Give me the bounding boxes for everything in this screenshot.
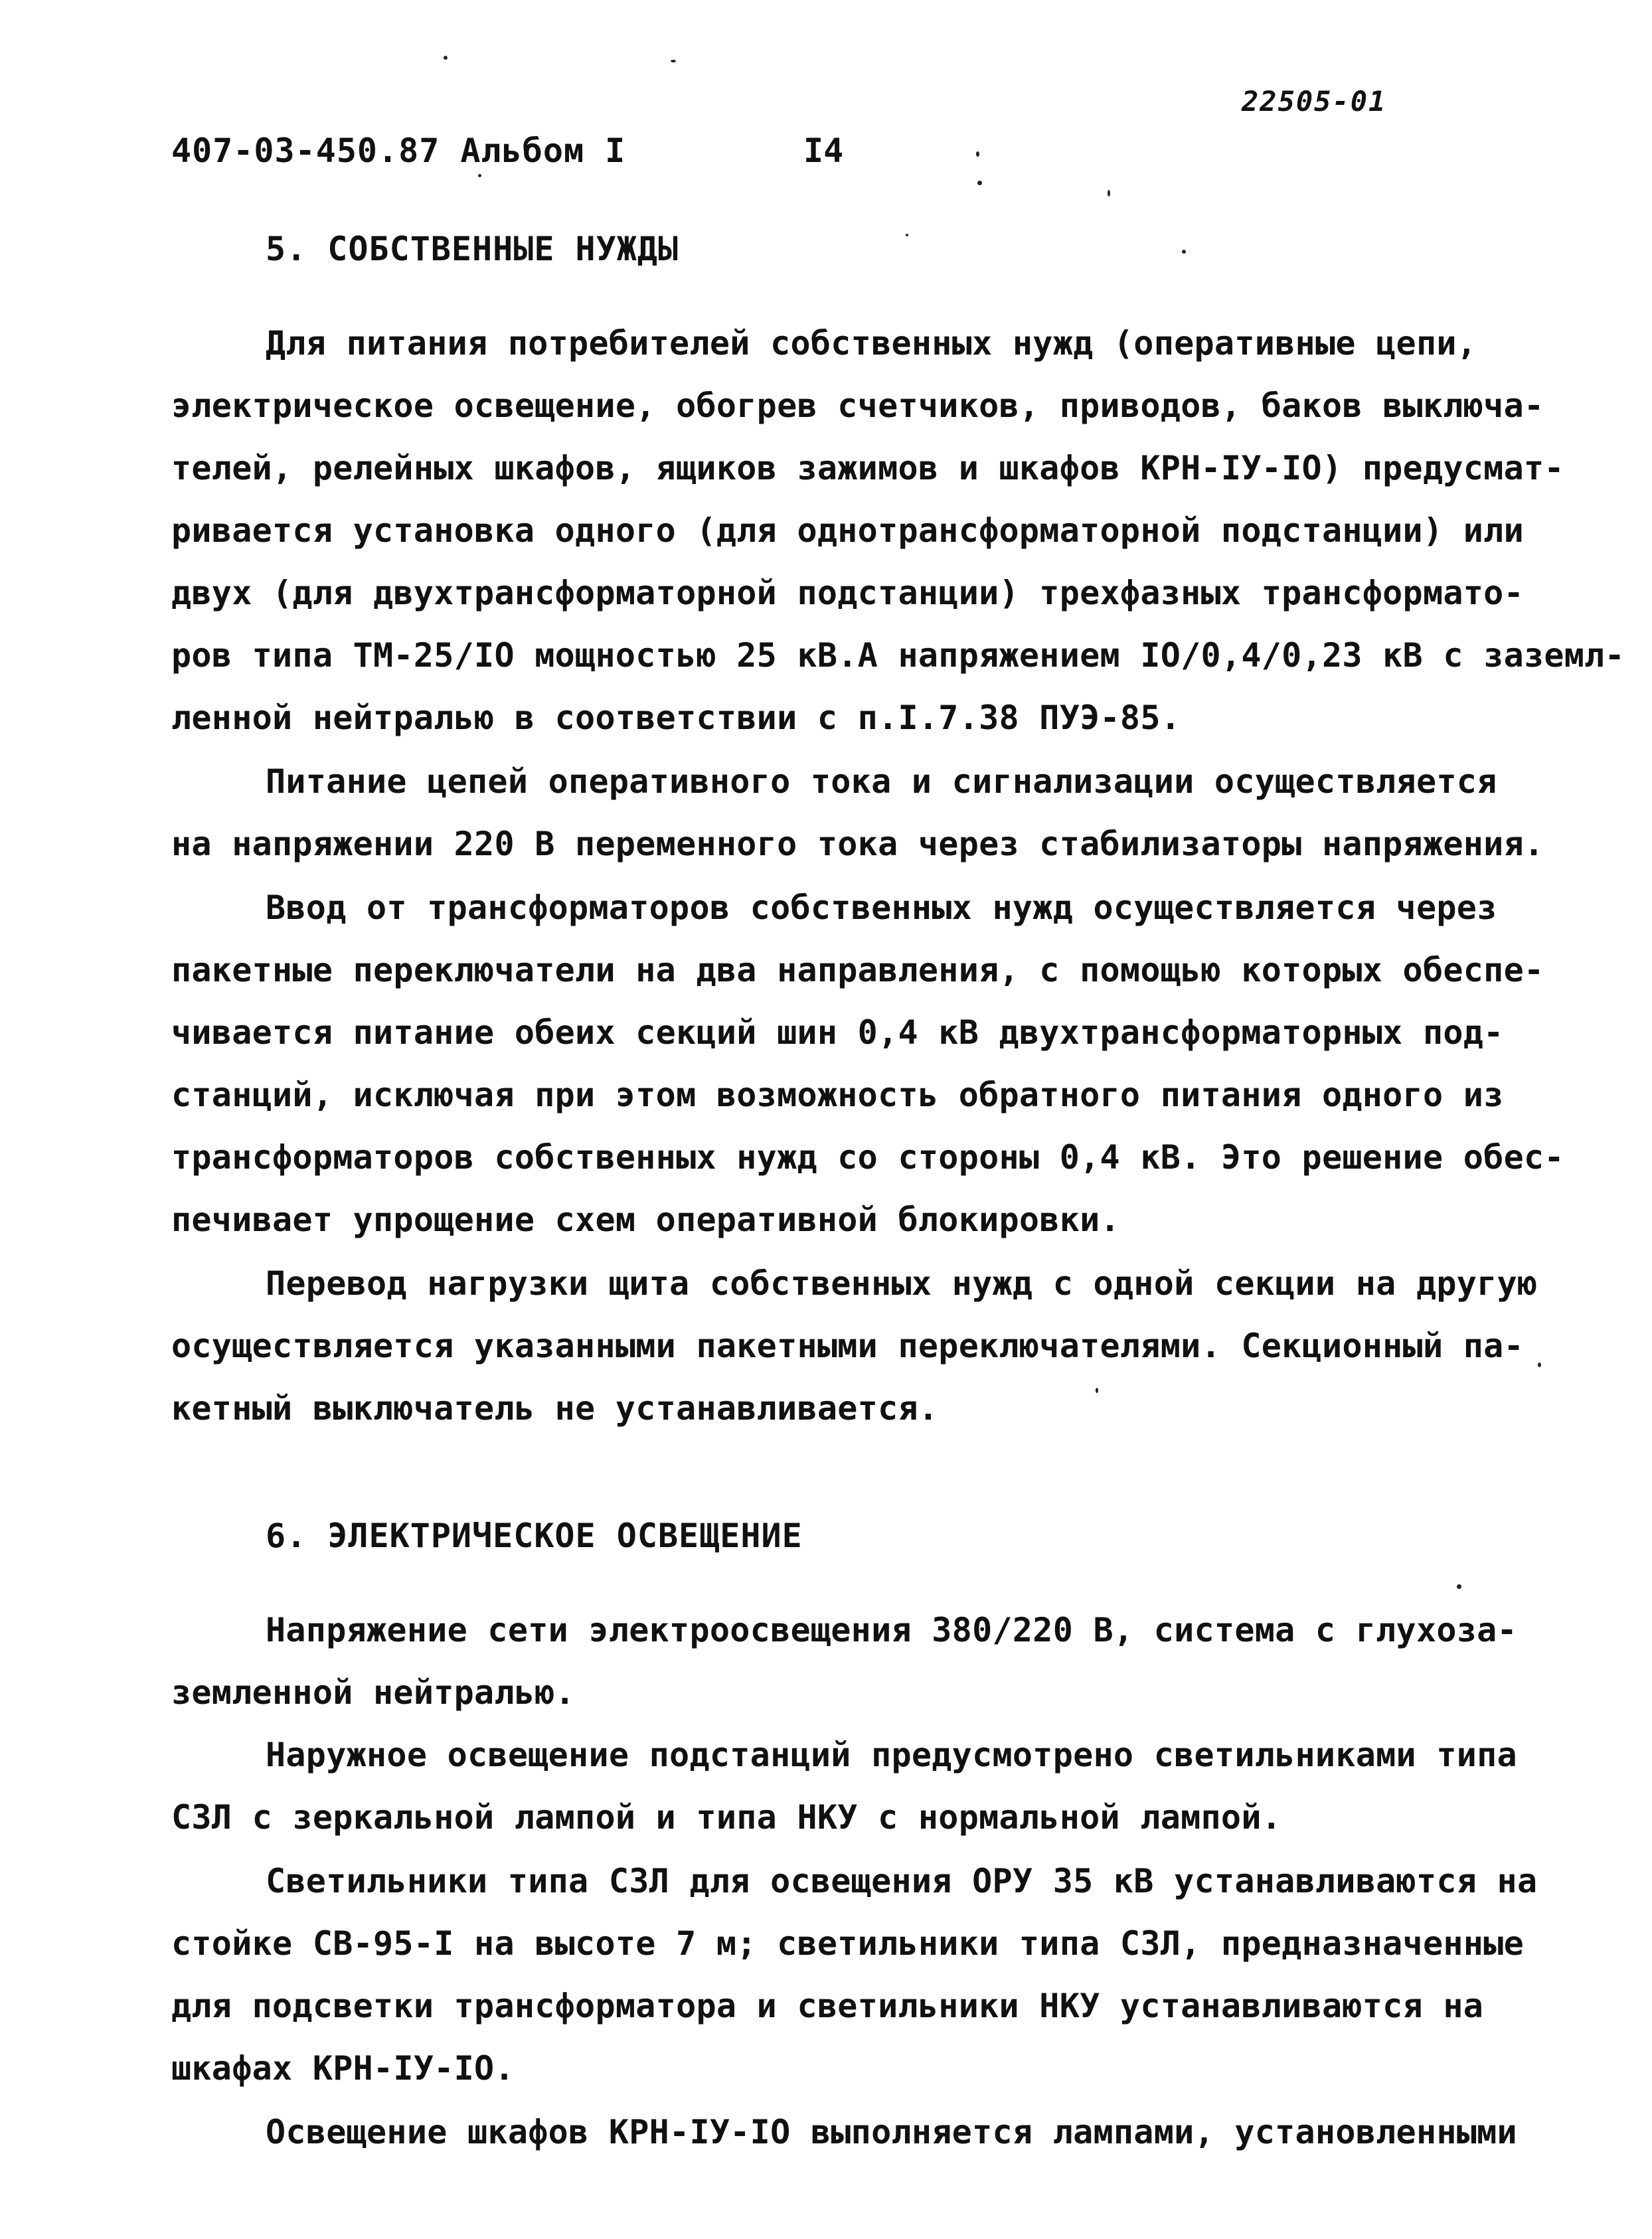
paragraph-line: кетный выключатель не устанавливается. (171, 1389, 939, 1428)
page-number: I4 (803, 131, 844, 170)
paragraph-line: Светильники типа СЗЛ для освещения ОРУ 35 кВ устанавливаются на (266, 1862, 1538, 1900)
paragraph-line: шкафах КРН-IУ-IO. (171, 2049, 515, 2088)
paragraph-line: для подсветки трансформатора и светильники НКУ устанавливаются на (171, 1987, 1484, 2025)
album-designation: 407-03-450.87 Альбом I (171, 131, 626, 170)
paragraph-line: на напряжении 220 В переменного тока через стабилизаторы напряжения. (171, 825, 1544, 863)
paragraph-line: двух (для двухтрансформаторной подстанции) трехфазных трансформато- (171, 574, 1524, 612)
paragraph-line: стойке СВ-95-I на высоте 7 м; светильники типа СЗЛ, предназначенные (171, 1924, 1524, 1963)
paragraph-line: Перевод нагрузки щита собственных нужд с одной секции на другую (266, 1264, 1538, 1303)
scan-speck (478, 174, 481, 177)
paragraph-line: печивает упрощение схем оперативной блокировки. (171, 1201, 1120, 1239)
scan-speck (1182, 250, 1186, 254)
paragraph-line: земленной нейтралью. (171, 1673, 576, 1712)
scan-speck (1108, 190, 1110, 197)
scan-speck (444, 56, 448, 60)
paragraph-line: Напряжение сети электроосвещения 380/220 В, система с глухоза- (266, 1611, 1517, 1649)
scan-speck (1457, 1584, 1461, 1589)
paragraph-line: Питание цепей оперативного тока и сигнализации осуществляется (266, 762, 1497, 801)
document-code: 22505-01 (1242, 85, 1387, 118)
paragraph-line: телей, релейных шкафов, ящиков зажимов и шкафов КРН-IУ-IO) предусмат- (171, 449, 1564, 487)
paragraph-line: станций, исключая при этом возможность обратного питания одного из (171, 1076, 1504, 1114)
scan-speck (906, 234, 908, 236)
paragraph-line: ров типа ТМ-25/IO мощностью 25 кВ.А напряжением IO/0,4/0,23 кВ с заземл- (171, 636, 1625, 675)
scan-speck (1096, 1388, 1098, 1393)
scan-speck (1538, 1363, 1541, 1367)
paragraph-line: ривается установка одного (для однотрансформаторной подстанции) или (171, 511, 1524, 550)
paragraph-line: Для питания потребителей собственных нужд (оперативные цепи, (266, 324, 1477, 363)
paragraph-line: СЗЛ с зеркальной лампой и типа НКУ с нормальной лампой. (171, 1798, 1282, 1837)
scan-speck (977, 181, 982, 185)
paragraph-line: трансформаторов собственных нужд со стороны 0,4 кВ. Это решение обес- (171, 1138, 1564, 1177)
section-5-heading: 5. СОБСТВЕННЫЕ НУЖДЫ (266, 230, 679, 268)
paragraph-line: пакетные переключатели на два направления, с помощью которых обеспе- (171, 951, 1544, 989)
paragraph-line: электрическое освещение, обогрев счетчиков, приводов, баков выключа- (171, 386, 1544, 425)
paragraph-line: ленной нейтралью в соответствии с п.I.7.38 ПУЭ-85. (171, 699, 1181, 737)
section-6-heading: 6. ЭЛЕКТРИЧЕСКОЕ ОСВЕЩЕНИЕ (266, 1517, 803, 1555)
paragraph-line: осуществляется указанными пакетными переключателями. Секционный па- (171, 1327, 1524, 1365)
scan-speck (671, 60, 676, 62)
paragraph-line: Освещение шкафов КРН-IУ-IO выполняется лампами, установленными (266, 2113, 1517, 2151)
paragraph-line: Ввод от трансформаторов собственных нужд осуществляется через (266, 888, 1497, 927)
scan-speck (976, 151, 979, 157)
paragraph-line: чивается питание обеих секций шин 0,4 кВ двухтрансформаторных под- (171, 1013, 1504, 1052)
paragraph-line: Наружное освещение подстанций предусмотрено светильниками типа (266, 1736, 1517, 1774)
